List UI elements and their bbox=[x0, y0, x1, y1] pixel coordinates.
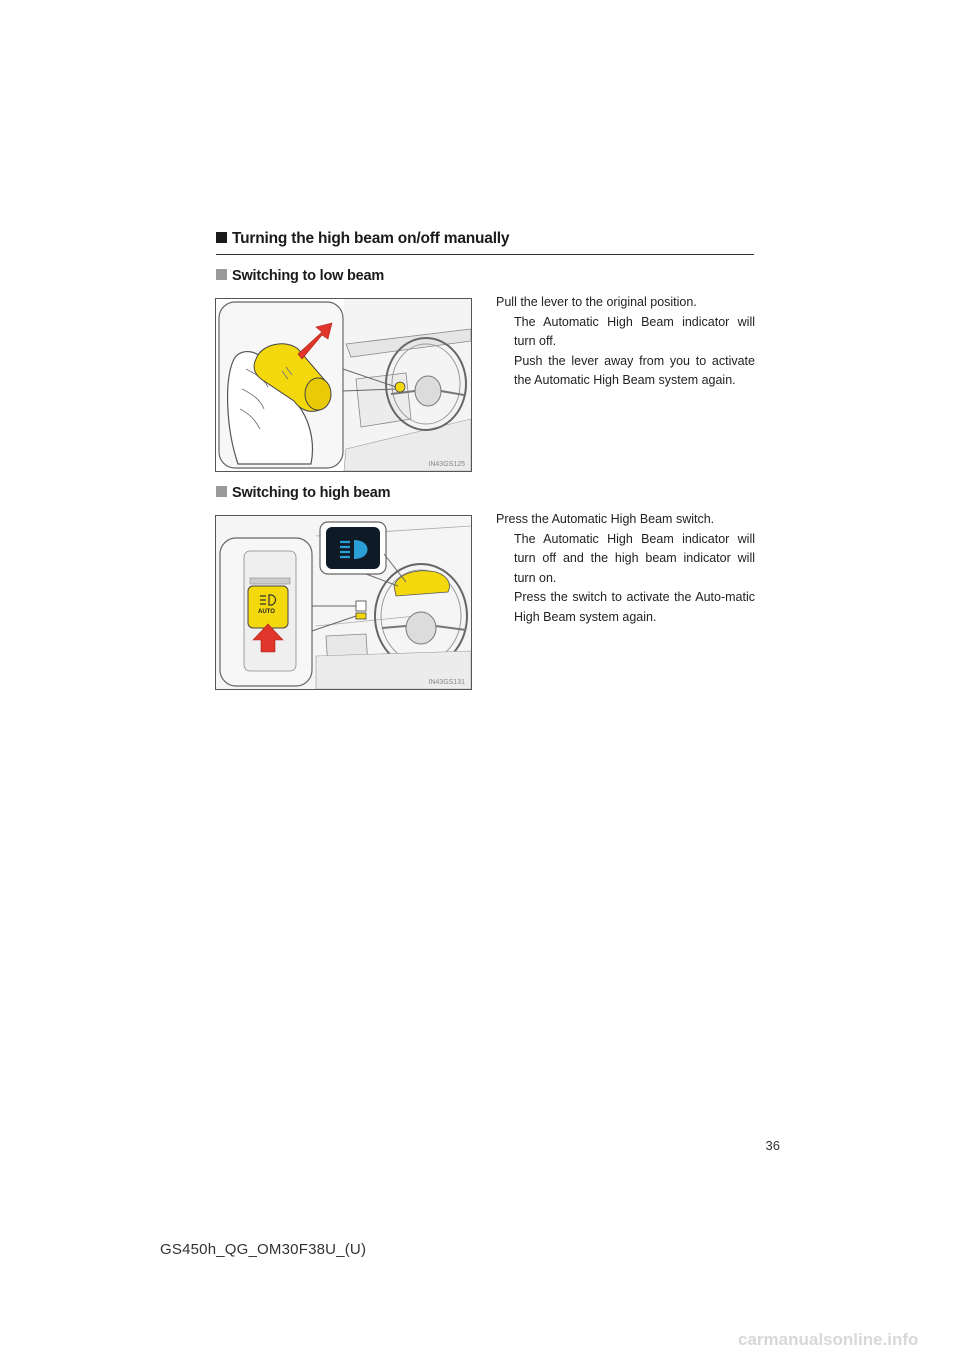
subheading-square-icon bbox=[216, 486, 227, 497]
low-beam-heading-text: Switching to low beam bbox=[232, 268, 385, 284]
high-beam-heading-text: Switching to high beam bbox=[232, 485, 391, 501]
low-beam-instructions bbox=[496, 293, 755, 391]
high-beam-instructions bbox=[496, 510, 755, 627]
watermark: carmanualsonline.info bbox=[738, 1330, 919, 1349]
low-beam-heading bbox=[216, 268, 384, 284]
low-beam-step: Pull the lever to the original position. bbox=[496, 295, 697, 309]
low-beam-illustration bbox=[215, 298, 472, 472]
figure-code: IN43GS125 bbox=[428, 461, 465, 468]
high-beam-illustration bbox=[215, 515, 472, 690]
figure-code: IN43GS131 bbox=[428, 679, 465, 686]
lever-pull-drawing bbox=[216, 299, 471, 471]
section-heading-text: Turning the high beam on/off manually bbox=[232, 230, 510, 247]
page-number: 36 bbox=[765, 1138, 780, 1153]
heading-square-icon bbox=[216, 232, 227, 243]
high-beam-step: Press the Automatic High Beam switch. bbox=[496, 512, 715, 526]
high-beam-detail: Press the switch to activate the Auto-matic High Beam system again. bbox=[514, 590, 755, 624]
footer-document-code: GS450h_QG_OM30F38U_(U) bbox=[160, 1241, 367, 1258]
low-beam-detail: Push the lever away from you to activate the Automatic High Beam system again. bbox=[514, 353, 755, 387]
section-heading bbox=[216, 230, 754, 255]
subheading-square-icon bbox=[216, 269, 227, 280]
switch-press-drawing bbox=[216, 516, 471, 689]
auto-switch-label: AUTO bbox=[258, 609, 275, 615]
high-beam-heading bbox=[216, 485, 390, 501]
high-beam-detail: The Automatic High Beam indicator will turn off and the high beam indicator will turn on. bbox=[514, 531, 755, 585]
low-beam-detail: The Automatic High Beam indicator will turn off. bbox=[514, 314, 755, 348]
